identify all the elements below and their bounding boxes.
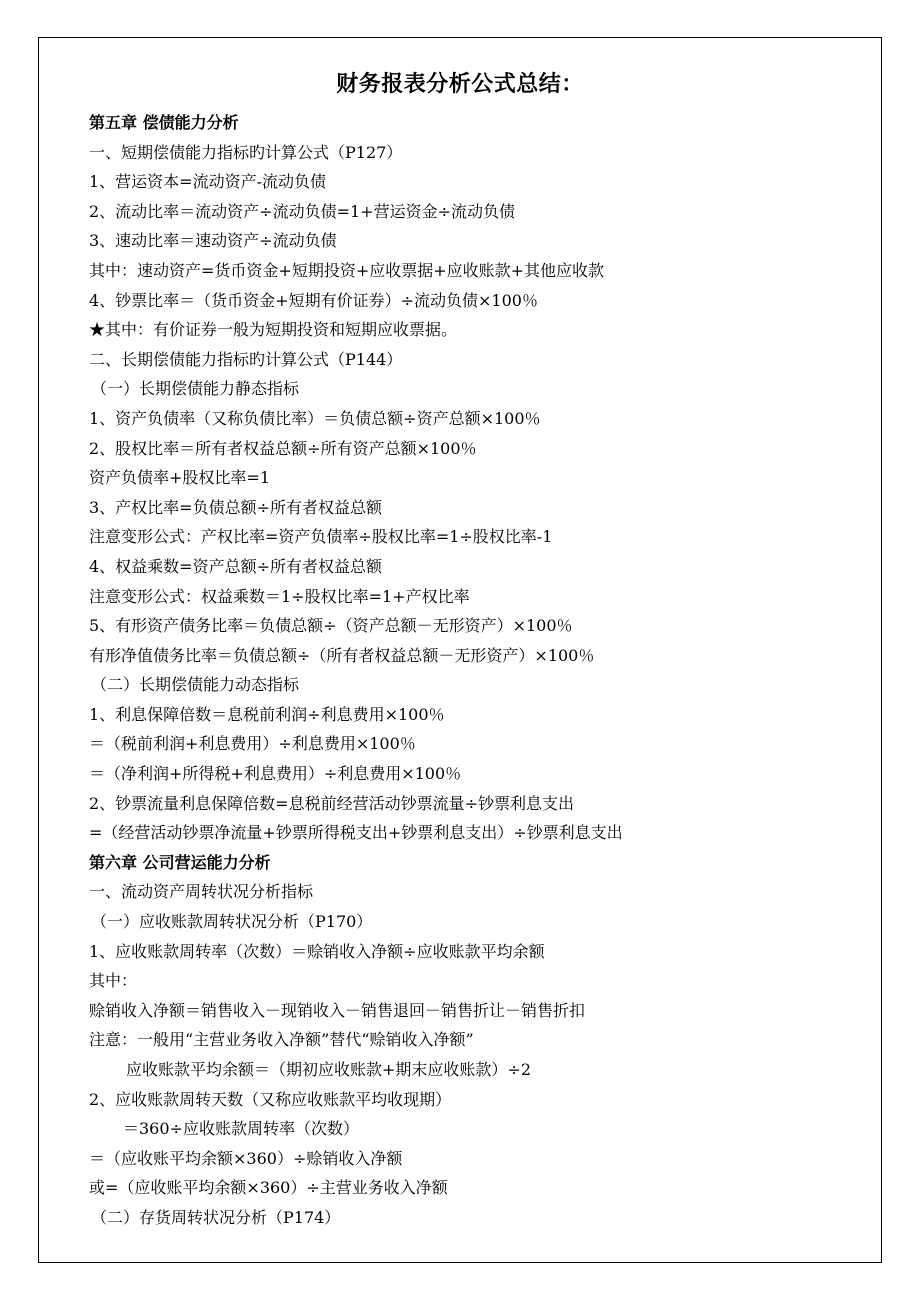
text-line: ＝（税前利润+利息费用）÷利息费用×100％ xyxy=(89,734,416,754)
text-line: 1、利息保障倍数＝息税前利润÷利息费用×100％ xyxy=(89,704,445,724)
text-line: 其中： xyxy=(89,971,138,991)
text-line: =（经营活动钞票净流量+钞票所得税支出+钞票利息支出）÷钞票利息支出 xyxy=(89,823,623,843)
text-line: 1、营运资本=流动资产-流动负债 xyxy=(89,172,326,192)
text-line: 二、长期偿债能力指标旳计算公式（P144） xyxy=(89,349,403,369)
text-line: 2、钞票流量利息保障倍数=息税前经营活动钞票流量÷钞票利息支出 xyxy=(89,793,574,813)
text-line: （一）长期偿债能力静态指标 xyxy=(91,379,300,399)
text-line: 4、钞票比率＝（货币资金+短期有价证券）÷流动负债×100％ xyxy=(89,290,538,310)
text-line: 5、有形资产债务比率＝负债总额÷（资产总额－无形资产）×100％ xyxy=(89,616,573,636)
text-line: 应收账款平均余额＝（期初应收账款+期末应收账款）÷2 xyxy=(126,1060,531,1079)
text-line: ＝（净利润+所得税+利息费用）÷利息费用×100％ xyxy=(89,764,462,784)
text-line: 2、应收账款周转天数（又称应收账款平均收现期） xyxy=(89,1089,452,1109)
text-line: 一、短期偿债能力指标旳计算公式（P127） xyxy=(89,142,403,162)
text-line: 1、资产负债率（又称负债比率）＝负债总额÷资产总额×100％ xyxy=(89,408,541,428)
text-line: ＝360÷应收账款周转率（次数） xyxy=(123,1119,359,1139)
text-line: 有形净值债务比率＝负债总额÷（所有者权益总额－无形资产）×100％ xyxy=(89,645,595,665)
text-line: 2、流动比率＝流动资产÷流动负债=1+营运资金÷流动负债 xyxy=(89,201,515,221)
text-line: 或=（应收账平均余额×360）÷主营业务收入净额 xyxy=(89,1178,448,1198)
text-line: 注意变形公式：权益乘数＝1÷股权比率=1+产权比率 xyxy=(89,586,470,606)
text-line: 其中：速动资产=货币资金+短期投资+应收票据+应收账款+其他应收款 xyxy=(89,260,605,280)
text-line: （二）长期偿债能力动态指标 xyxy=(91,675,300,695)
text-line: 2、股权比率＝所有者权益总额÷所有资产总额×100％ xyxy=(89,438,477,458)
text-line: 4、权益乘数=资产总额÷所有者权益总额 xyxy=(89,556,382,576)
document-body xyxy=(89,108,869,1233)
text-line: ＝（应收账平均余额×360）÷赊销收入净额 xyxy=(89,1148,403,1168)
text-line: 3、速动比率＝速动资产÷流动负债 xyxy=(89,231,337,251)
text-line: ★其中：有价证券一般为短期投资和短期应收票据。 xyxy=(89,320,458,340)
text-line: 1、应收账款周转率（次数）＝赊销收入净额÷应收账款平均余额 xyxy=(89,941,545,961)
text-line: （一）应收账款周转状况分析（P170） xyxy=(91,912,373,932)
text-line: （二）存货周转状况分析（P174） xyxy=(91,1207,341,1227)
text-line: 资产负债率+股权比率=1 xyxy=(89,468,270,488)
text-line: 注意：一般用“主营业务收入净额”替代“赊销收入净额” xyxy=(89,1030,474,1050)
document-title: 财务报表分析公式总结： xyxy=(336,72,584,97)
text-line: 一、流动资产周转状况分析指标 xyxy=(89,882,314,902)
text-line: 赊销收入净额＝销售收入－现销收入－销售退回－销售折让－销售折扣 xyxy=(89,1000,586,1020)
chapter-heading: 第六章 公司营运能力分析 xyxy=(89,852,271,872)
chapter-heading: 第五章 偿债能力分析 xyxy=(89,113,239,132)
text-line: 3、产权比率=负债总额÷所有者权益总额 xyxy=(89,497,382,517)
text-line: 注意变形公式：产权比率=资产负债率÷股权比率=1÷股权比率-1 xyxy=(89,527,553,547)
